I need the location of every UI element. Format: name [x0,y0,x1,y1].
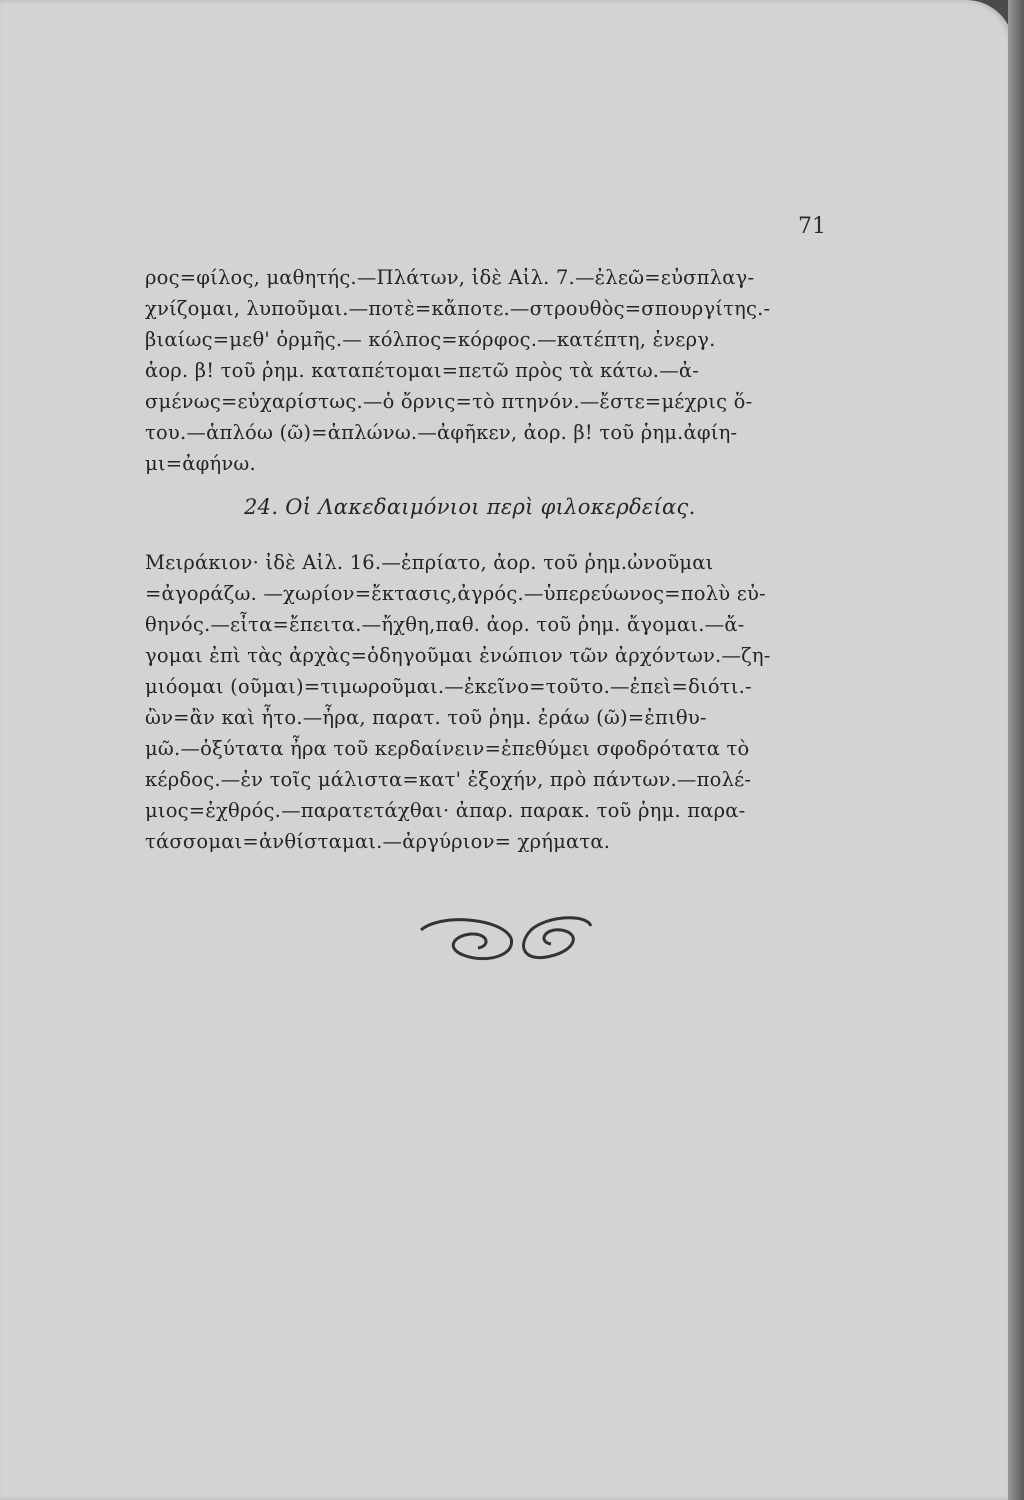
glossary-line: μι=ἀφήνω. [145,452,256,475]
glossary-line: ρος=φίλος, μαθητής.—Πλάτων, ἰδὲ Αἰλ. 7.—ἐλεῶ=εὐσπλαγ- [145,266,755,289]
glossary-line: ἀορ. β! τοῦ ῥημ. καταπέτομαι=πετῶ πρὸς τὰ κάτω.—ἀ- [145,359,700,382]
glossary-line: τάσσομαι=ἀνθίσταμαι.—ἀργύριον= χρήματα. [145,830,611,853]
glossary-line: γομαι ἐπὶ τὰς ἀρχὰς=ὁδηγοῦμαι ἐνώπιον τῶν ἀρχόντων.—ζη- [145,644,771,667]
glossary-line: βιαίως=μεθ' ὁρμῆς.— κόλπος=κόρφος.—κατέπτη, ἐνεργ. [145,328,716,351]
glossary-line: μιος=ἐχθρός.—παρατετάχθαι· ἀπαρ. παρακ. τοῦ ῥημ. παρα- [145,799,746,822]
page-number: 71 [798,214,826,239]
glossary-line: μῶ.—ὀξύτατα ἦρα τοῦ κερδαίνειν=ἐπεθύμει σφοδρότατα τὸ [145,737,750,760]
glossary-line: κέρδος.—ἐν τοῖς μάλιστα=κατ' ἐξοχήν, πρὸ πάντων.—πολέ- [145,768,752,791]
section-heading: 24. Οἱ Λακεδαιμόνιοι περὶ φιλοκερδείας. [244,495,696,519]
glossary-line: σμένως=εὐχαρίστως.—ὁ ὄρνις=τὸ πτηνόν.—ἔστε=μέχρις ὅ- [145,390,753,413]
glossary-top [145,262,845,479]
glossary-bottom [145,547,845,857]
glossary-line: του.—ἁπλόω (ῶ)=ἁπλώνω.—ἀφῆκεν, ἀορ. β! τοῦ ῥημ.ἀφίη- [145,421,738,444]
glossary-line: ὢν=ἂν καὶ ἦτο.—ἦρα, παρατ. τοῦ ῥημ. ἐράω (ῶ)=ἐπιθυ- [145,706,707,729]
decorative-ornament [416,908,596,968]
glossary-line: =ἀγοράζω. —χωρίον=ἔκτασις,ἀγρός.—ὑπερεύωνος=πολὺ εὐ- [145,582,766,605]
glossary-line: χνίζομαι, λυποῦμαι.—ποτὲ=κἄποτε.—στρουθὸς=σπουργίτης.- [145,297,771,320]
glossary-line: μιόομαι (οῦμαι)=τιμωροῦμαι.—ἐκεῖνο=τοῦτο.—ἐπεὶ=διότι.- [145,675,752,698]
glossary-line: θηνός.—εἶτα=ἔπειτα.—ἤχθη,παθ. ἀορ. τοῦ ῥημ. ἄγομαι.—ἄ- [145,613,745,636]
page-edge [1008,0,1024,1500]
glossary-line: Μειράκιον· ἰδὲ Αἰλ. 16.—ἐπρίατο, ἀορ. τοῦ ῥημ.ὠνοῦμαι [145,551,714,574]
